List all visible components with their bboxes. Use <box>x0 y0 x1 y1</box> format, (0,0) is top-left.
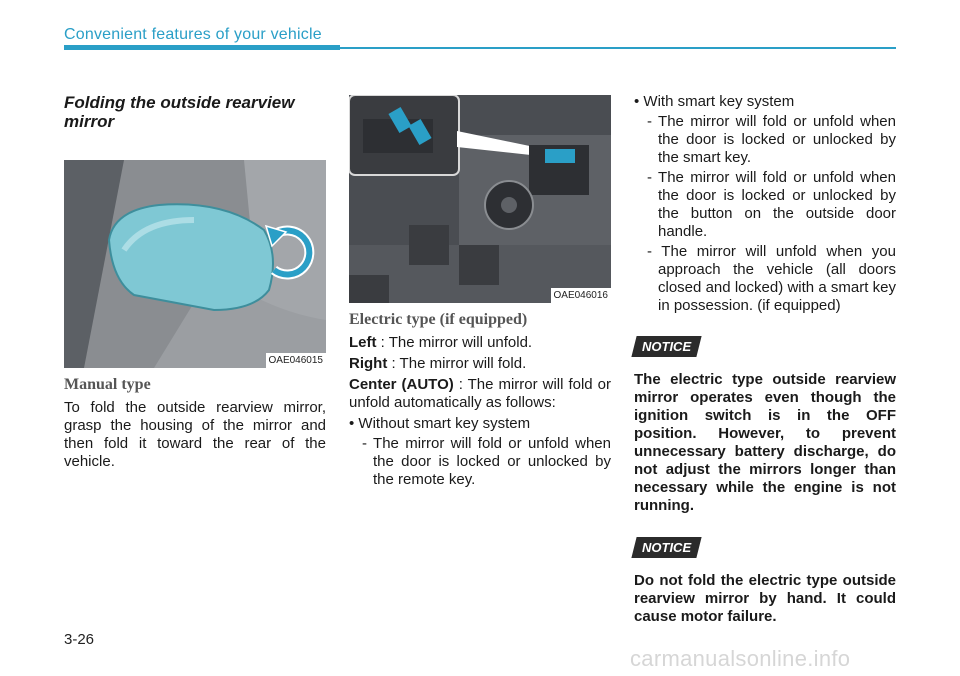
without-smart-key-detail: - The mirror will fold or unfold when the door is locked or unlocked by the remote key. <box>362 435 611 488</box>
left-description: : The mirror will unfold. <box>376 334 533 351</box>
with-smart-key-detail-3: - The mirror will unfold when you approach the vehicle (all doors closed and locked) with a smart key in possession. (if equipped) <box>647 243 896 314</box>
with-smart-key-detail-1: - The mirror will fold or unfold when the door is locked or unlocked by the smart key. <box>647 113 896 166</box>
watermark: carmanualsonline.info <box>630 646 851 671</box>
with-smart-key-detail-2: - The mirror will fold or unfold when the door is locked or unlocked by the button on the outside door handle. <box>647 169 896 240</box>
notice-2-text: Do not fold the electric type outside rearview mirror by hand. It could cause motor failure. <box>634 572 896 625</box>
without-smart-key-bullet: • Without smart key system <box>349 415 531 432</box>
switch-photo <box>349 95 611 303</box>
left-label: Left <box>349 334 377 351</box>
right-column <box>634 93 896 626</box>
center-label: Center (AUTO) <box>349 376 454 393</box>
header-accent-bar <box>64 45 340 50</box>
right-setting <box>349 355 611 373</box>
notice-1 <box>634 336 896 515</box>
notice-1-text: The electric type outside rearview mirror operates even though the ignition switch is in the OFF position. However, to prevent unnecessary battery discharge, do not adjust the mirrors longer than necessary while the engine is not running. <box>634 371 896 514</box>
left-setting <box>349 334 611 352</box>
center-description: : The mirror will fold or unfold automatically as follows: <box>349 376 611 411</box>
manual-type-heading: Manual type <box>64 376 151 393</box>
left-column <box>64 93 326 471</box>
image-code: OAE046015 <box>266 353 327 368</box>
notice-badge: NOTICE <box>631 336 701 357</box>
header-title: Convenient features of your vehicle <box>64 26 322 43</box>
manual-mirror-illustration <box>64 160 326 368</box>
with-smart-key-bullet: • With smart key system <box>634 93 795 110</box>
right-label: Right <box>349 355 388 372</box>
right-description: : The mirror will fold. <box>387 355 527 372</box>
middle-column <box>349 95 611 489</box>
section-title: Folding the outside rearview mirror <box>64 93 295 131</box>
manual-type-text: To fold the outside rearview mirror, grasp the housing of the mirror and then fold it toward the rear of the vehicle. <box>64 399 326 470</box>
page-number: 3-26 <box>64 631 95 648</box>
electric-type-heading: Electric type (if equipped) <box>349 311 528 328</box>
notice-badge: NOTICE <box>631 537 701 558</box>
notice-2 <box>634 537 896 626</box>
center-setting <box>349 376 611 412</box>
image-code: OAE046016 <box>551 288 612 303</box>
mirror-photo <box>64 160 326 368</box>
mirror-switch-icon <box>349 95 611 303</box>
